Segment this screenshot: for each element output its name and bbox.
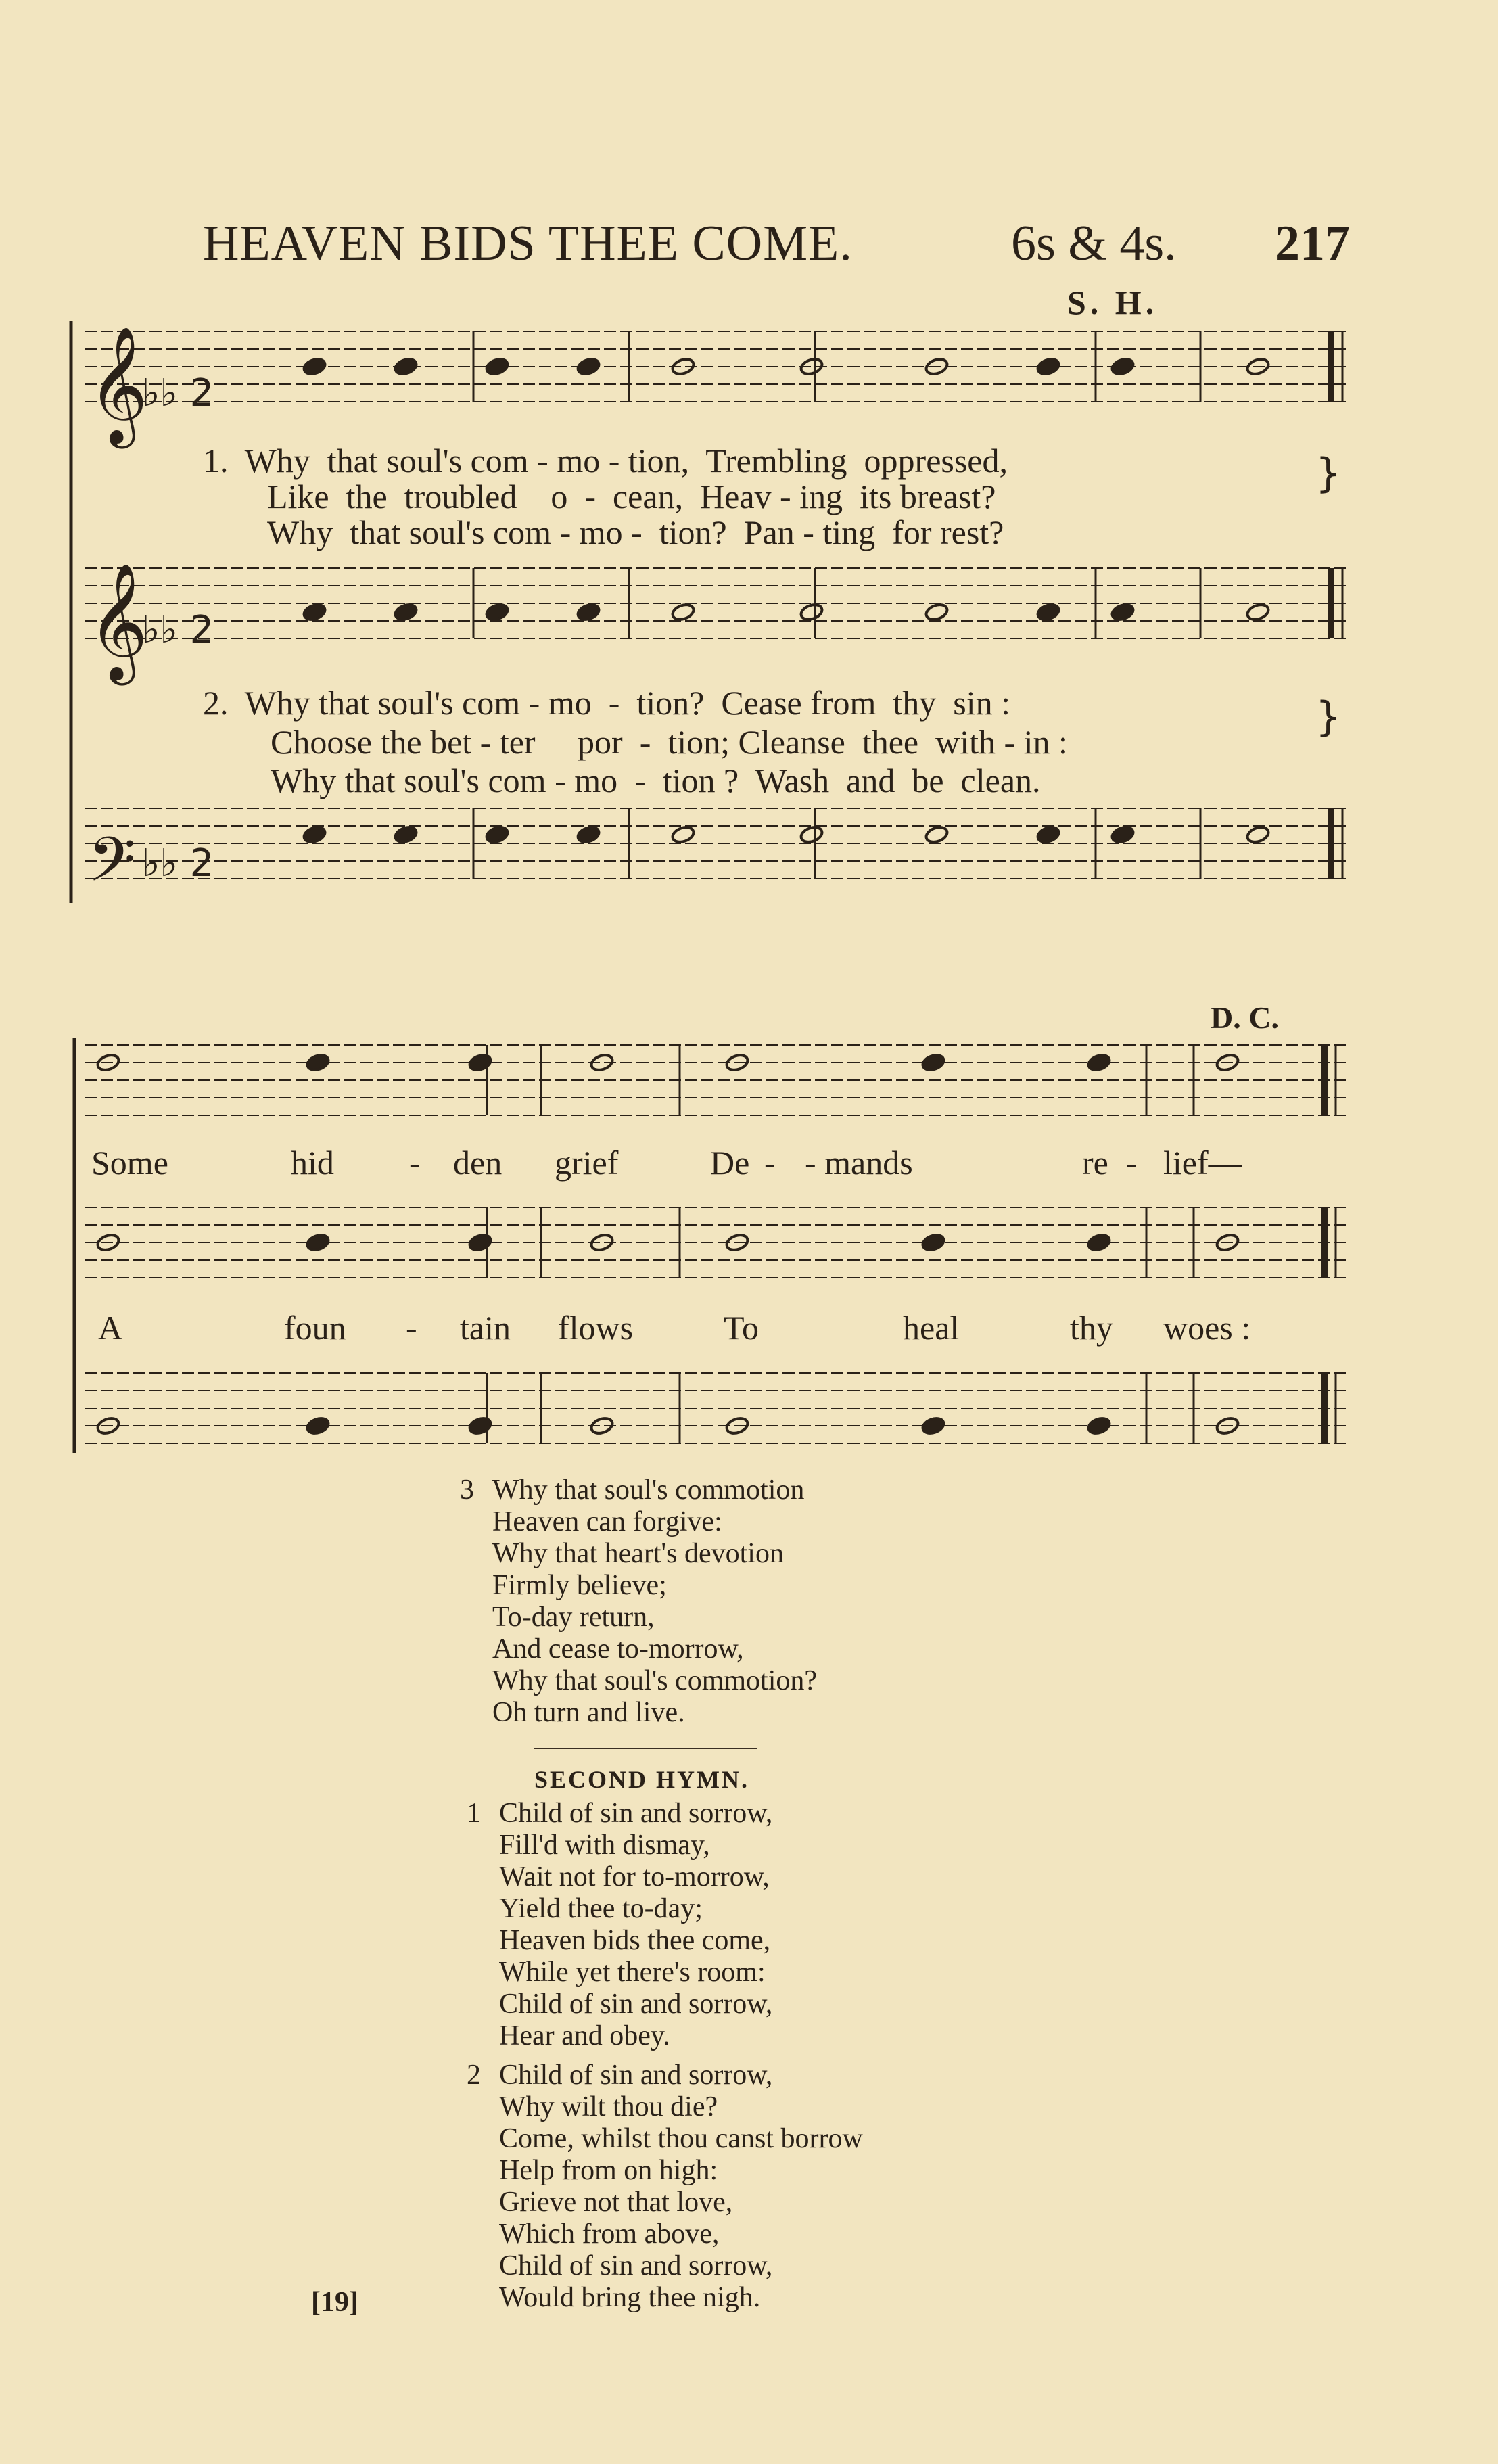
- lyric-syllable: -: [409, 1144, 421, 1182]
- lyric-syllable: heal: [903, 1309, 960, 1347]
- note-head: [306, 1232, 331, 1253]
- note-head: [1110, 356, 1136, 377]
- stanza-line: Come, whilst thou canst borrow: [499, 2123, 863, 2154]
- note-head: [799, 602, 824, 622]
- page-number: 217: [1275, 216, 1350, 271]
- note-head: [468, 1232, 493, 1253]
- note-head: [590, 1416, 615, 1436]
- note-head: [394, 824, 419, 845]
- note-head: [576, 824, 601, 845]
- note-head: [485, 602, 510, 622]
- hymn-title: HEAVEN BIDS THEE COME.: [203, 216, 853, 271]
- lyric-syllable: lief—: [1163, 1144, 1242, 1182]
- verse2-line2: Choose the bet - ter por - tion; Cleanse thee with - in :: [271, 723, 1068, 761]
- lyric-syllable: - mands: [805, 1144, 913, 1182]
- da-capo-mark: D. C.: [1211, 1000, 1279, 1035]
- clef-icon: 𝄢: [88, 824, 136, 910]
- stanza-line: Heaven can forgive:: [492, 1506, 722, 1537]
- section-divider: [534, 1748, 757, 1749]
- stanza-line: Which from above,: [499, 2218, 720, 2250]
- stanza-number: 1: [467, 1798, 481, 1829]
- note-head: [394, 602, 419, 622]
- verse1-brace: }: [1315, 450, 1342, 497]
- note-head: [302, 602, 327, 622]
- note-head: [576, 602, 601, 622]
- stanza-line: Why that soul's commotion?: [492, 1665, 818, 1696]
- stanza-line: Would bring thee nigh.: [499, 2282, 761, 2313]
- note-head: [924, 602, 950, 622]
- note-head: [302, 356, 327, 377]
- note-head: [1246, 824, 1271, 845]
- clef-icon: ♭♭ 2: [142, 371, 214, 415]
- hymn-meter: 6s & 4s.: [1011, 216, 1177, 271]
- note-head: [1246, 602, 1271, 622]
- second-hymn-stanza-1: [467, 1798, 772, 2052]
- stanza-3: [460, 1474, 817, 1729]
- note-head: [799, 824, 824, 845]
- composer-initials: S. H.: [1067, 283, 1158, 321]
- note-head: [485, 824, 510, 845]
- lyric-syllable: Some: [91, 1144, 168, 1182]
- stanza-line: Why wilt thou die?: [499, 2091, 718, 2122]
- stanza-line: To-day return,: [492, 1602, 655, 1633]
- verse2-brace: }: [1315, 693, 1342, 741]
- note-head: [394, 356, 419, 377]
- stanza-line: Help from on high:: [499, 2155, 718, 2186]
- clef-icon: ♭♭ 2: [142, 608, 214, 652]
- lyric-syllable: foun: [284, 1309, 346, 1347]
- note-head: [306, 1416, 331, 1436]
- note-head: [1110, 824, 1136, 845]
- second-hymn-stanza-2: [467, 2060, 863, 2314]
- lyric-syllable: flows: [558, 1309, 634, 1347]
- note-head: [1036, 356, 1061, 377]
- lyric-syllable: woes :: [1163, 1309, 1251, 1347]
- note-head: [485, 356, 510, 377]
- note-head: [590, 1052, 615, 1073]
- note-head: [576, 356, 601, 377]
- stanza-line: Fill'd with dismay,: [499, 1830, 710, 1861]
- clef-icon: 𝄞: [88, 326, 148, 444]
- note-head: [1087, 1232, 1112, 1253]
- note-head: [799, 356, 824, 377]
- lyric-syllable: hid: [291, 1144, 334, 1182]
- stanza-line: Yield thee to-day;: [499, 1893, 703, 1924]
- stanza-line: Why that heart's devotion: [492, 1538, 784, 1569]
- stanza-line: While yet there's room:: [499, 1957, 766, 1988]
- verse1-line3: Why that soul's com - mo - tion? Pan - ting for rest?: [267, 513, 1004, 551]
- stanza-number: 2: [467, 2060, 481, 2091]
- lyric-syllable: -: [406, 1309, 417, 1347]
- note-head: [921, 1232, 946, 1253]
- verse2-line1: 2. Why that soul's com - mo - tion? Cease from thy sin :: [203, 684, 1011, 722]
- stanza-line: Child of sin and sorrow,: [499, 2060, 773, 2091]
- stanza-line: Firmly believe;: [492, 1570, 667, 1601]
- lyric-syllable: To: [724, 1309, 759, 1347]
- stanza-line: Heaven bids thee come,: [499, 1925, 771, 1956]
- lyric-syllable: tain: [460, 1309, 511, 1347]
- note-head: [590, 1232, 615, 1253]
- stanza-line: Child of sin and sorrow,: [499, 2250, 773, 2281]
- second-hymn-title: SECOND HYMN.: [534, 1766, 750, 1793]
- note-head: [1036, 602, 1061, 622]
- stanza-line: Wait not for to-morrow,: [499, 1861, 770, 1892]
- lyric-syllable: den: [453, 1144, 502, 1182]
- verse1-line2: Like the troubled o - cean, Heav - ing its breast?: [267, 478, 996, 515]
- stanza-line: Why that soul's commotion: [492, 1474, 805, 1506]
- lyric-syllable: -: [1126, 1144, 1138, 1182]
- note-head: [302, 824, 327, 845]
- stanza-line: Child of sin and sorrow,: [499, 1989, 773, 2020]
- note-head: [468, 1052, 493, 1073]
- note-head: [1110, 602, 1136, 622]
- lyric-syllable: thy: [1070, 1309, 1113, 1347]
- note-head: [468, 1416, 493, 1436]
- note-head: [306, 1052, 331, 1073]
- note-head: [1036, 824, 1061, 845]
- clef-icon: ♭♭ 2: [142, 841, 214, 885]
- lyric-syllable: De: [710, 1144, 750, 1182]
- verse1-line1: 1. Why that soul's com - mo - tion, Trembling oppressed,: [203, 442, 1008, 480]
- note-head: [921, 1416, 946, 1436]
- note-head: [1087, 1416, 1112, 1436]
- signature-mark: [19]: [311, 2287, 358, 2318]
- note-head: [1087, 1052, 1112, 1073]
- stanza-line: And cease to-morrow,: [492, 1633, 744, 1665]
- stanza-number: 3: [460, 1474, 474, 1506]
- lyric-syllable: -: [764, 1144, 776, 1182]
- lyric-syllable: re: [1082, 1144, 1108, 1182]
- note-head: [924, 824, 950, 845]
- stanza-line: Grieve not that love,: [499, 2187, 733, 2218]
- stanza-line: Hear and obey.: [499, 2020, 670, 2051]
- note-head: [671, 602, 696, 622]
- clef-icon: 𝄞: [88, 563, 148, 680]
- lyric-syllable: grief: [555, 1144, 619, 1182]
- verse2-line3: Why that soul's com - mo - tion ? Wash and be clean.: [271, 762, 1041, 799]
- stanza-line: Child of sin and sorrow,: [499, 1798, 773, 1829]
- stanza-line: Oh turn and live.: [492, 1697, 685, 1728]
- note-head: [671, 356, 696, 377]
- note-head: [671, 824, 696, 845]
- note-head: [921, 1052, 946, 1073]
- lyric-syllable: A: [98, 1309, 123, 1347]
